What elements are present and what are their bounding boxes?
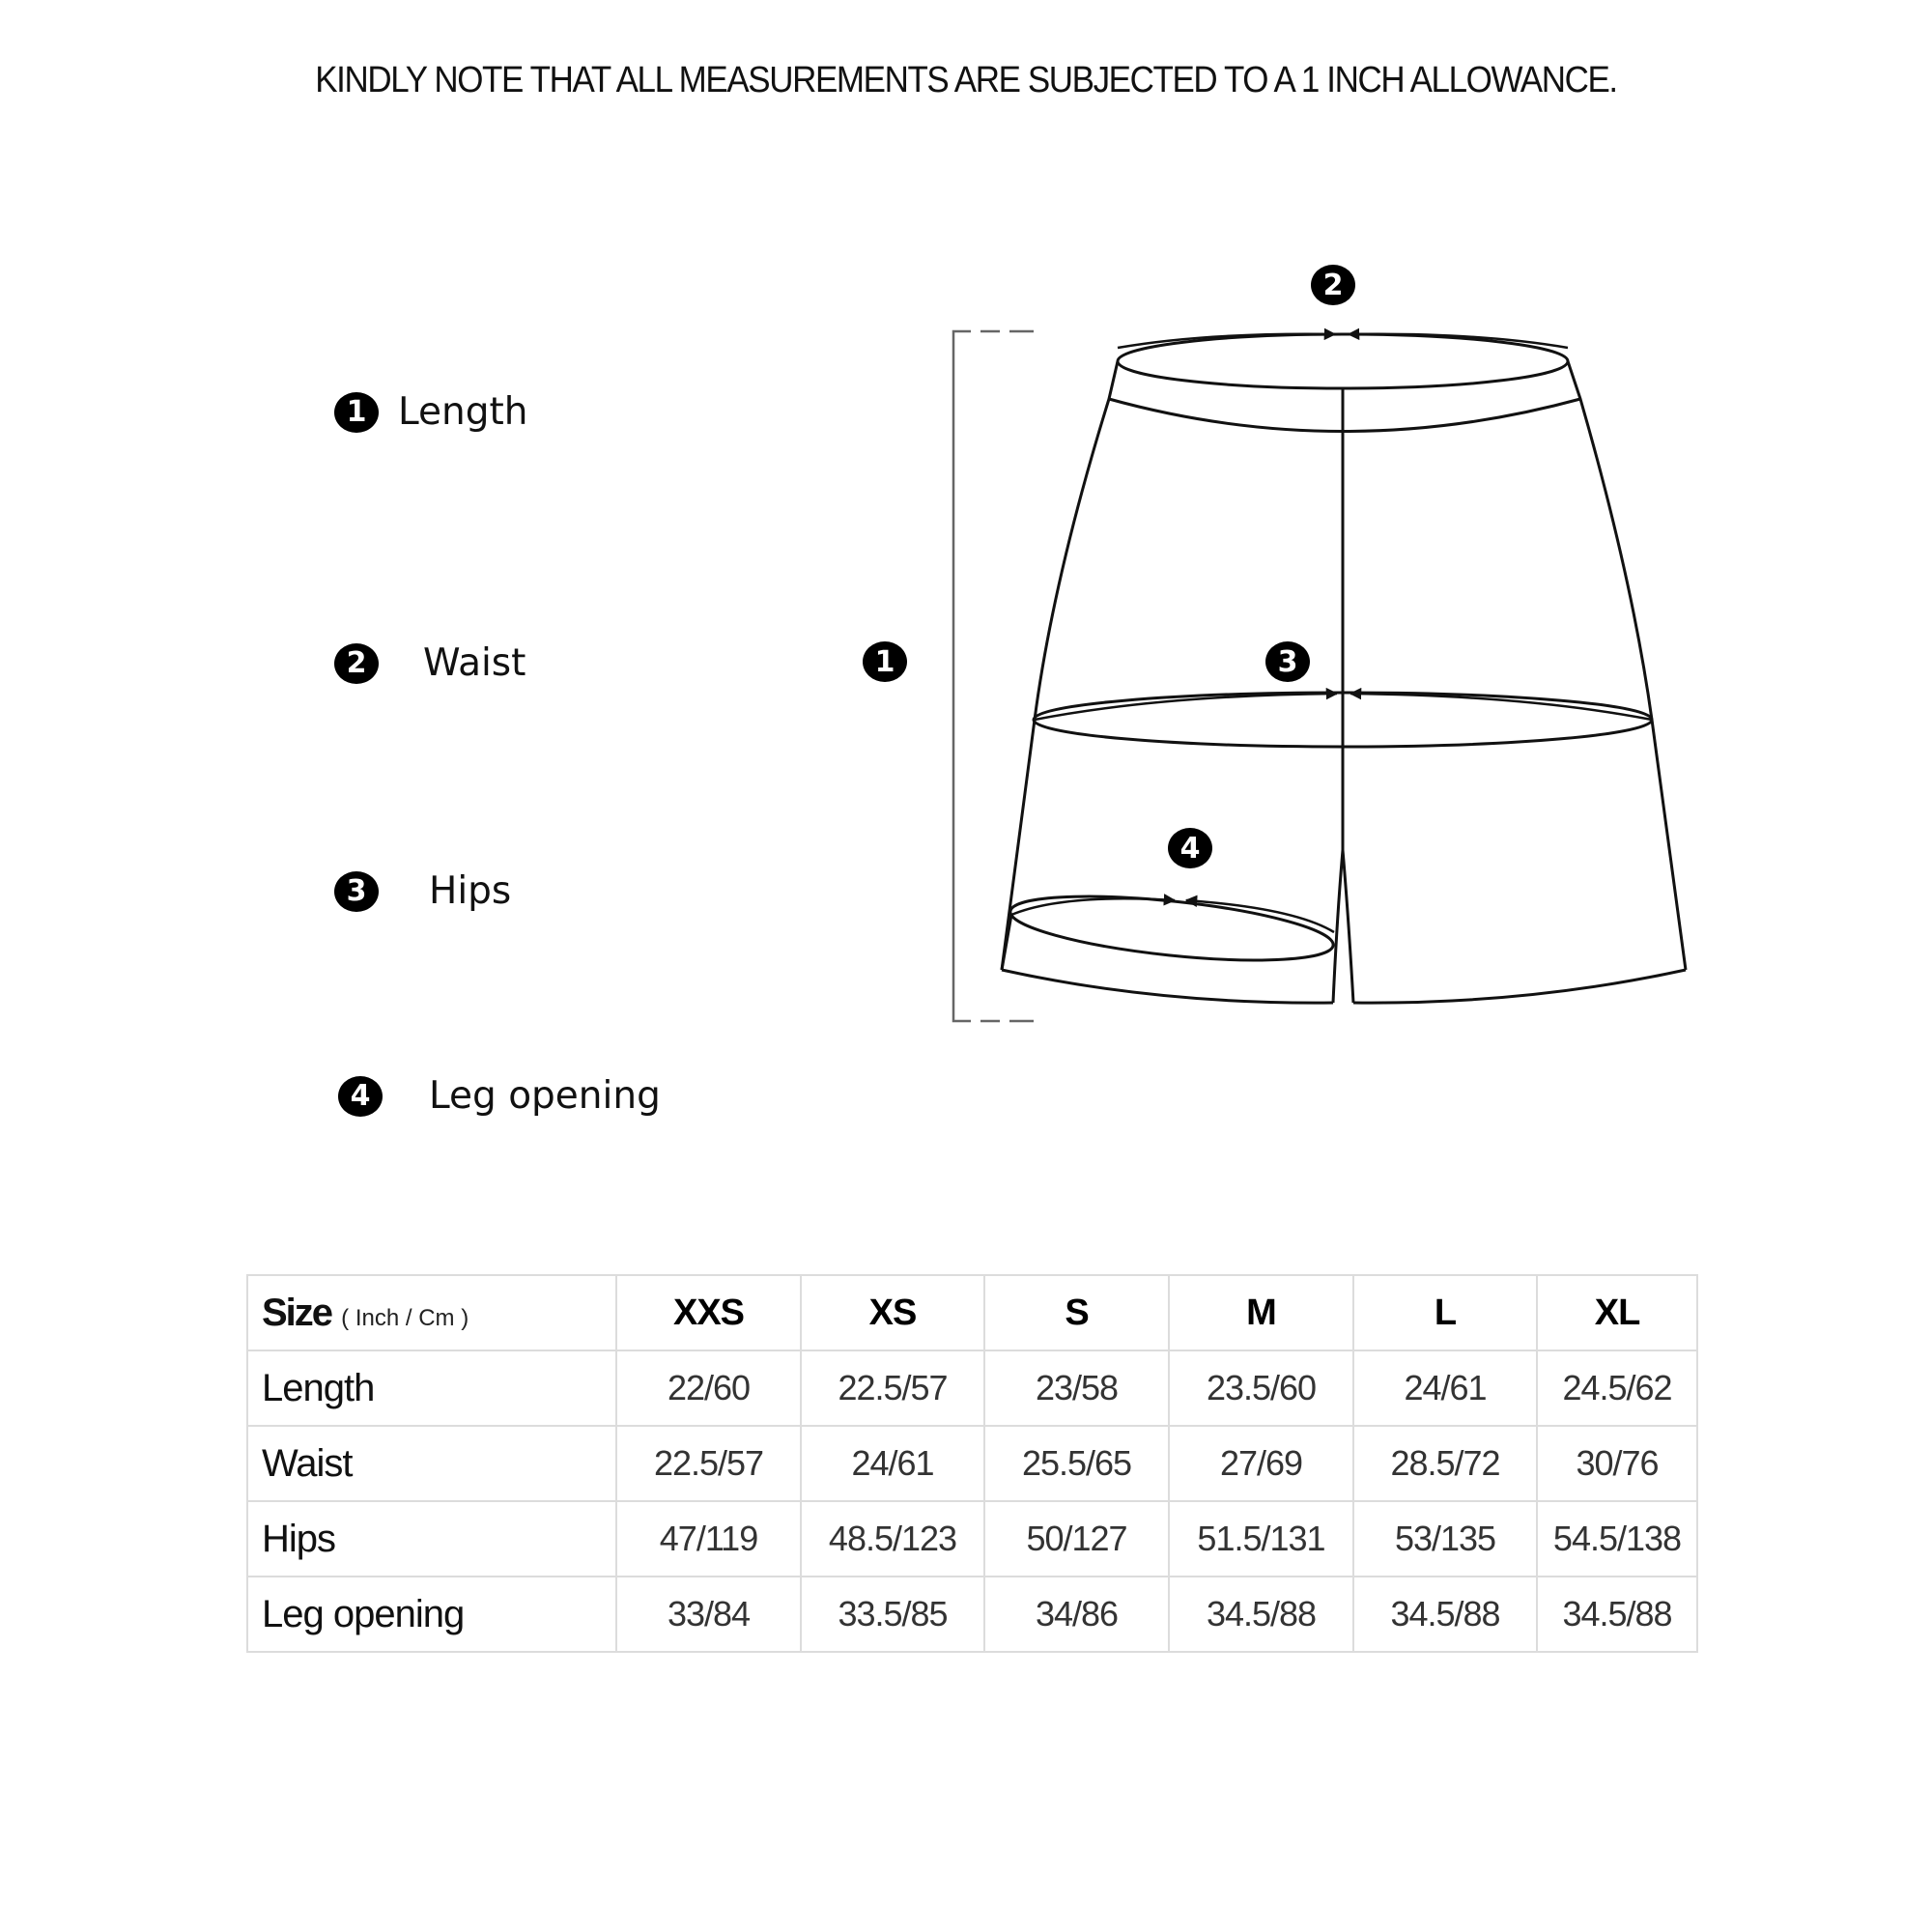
table-cell: 24/61 — [801, 1426, 984, 1501]
table-cell: 53/135 — [1353, 1501, 1537, 1577]
table-cell: 22/60 — [616, 1350, 801, 1426]
table-cell: 22.5/57 — [801, 1350, 984, 1426]
diagram-marker-3-icon: 3 — [1265, 641, 1310, 682]
size-label: Size — [262, 1291, 332, 1334]
right-inner-leg — [1343, 850, 1353, 1003]
table-cell: 24.5/62 — [1537, 1350, 1697, 1426]
table-cell: 27/69 — [1169, 1426, 1353, 1501]
legend-label: Leg opening — [429, 1074, 661, 1118]
table-cell: 33.5/85 — [801, 1577, 984, 1652]
table-cell: 54.5/138 — [1537, 1501, 1697, 1577]
shorts-outline — [1002, 334, 1686, 1003]
table-row-hips — [247, 1501, 1697, 1577]
legend-label: Hips — [429, 869, 512, 913]
size-chart-table — [246, 1274, 1698, 1653]
table-cell: 50/127 — [984, 1501, 1169, 1577]
size-header-s: S — [984, 1275, 1169, 1350]
length-bracket — [953, 331, 1034, 1021]
table-cell: 34.5/88 — [1537, 1577, 1697, 1652]
size-header-xl: XL — [1537, 1275, 1697, 1350]
table-cell: 23.5/60 — [1169, 1350, 1353, 1426]
size-header-xxs: XXS — [616, 1275, 801, 1350]
table-cell: 23/58 — [984, 1350, 1169, 1426]
marker-4-icon: 4 — [338, 1076, 383, 1117]
table-cell: 34/86 — [984, 1577, 1169, 1652]
bracket-dash-gaps — [971, 331, 1009, 1021]
diagram-marker-4-icon: 4 — [1168, 828, 1212, 868]
waist-arrow-left — [1118, 334, 1335, 348]
diagram-marker-1-icon: 1 — [863, 641, 907, 682]
legend-label: Length — [398, 390, 528, 434]
marker-1-icon: 1 — [334, 392, 379, 433]
table-cell: 34.5/88 — [1353, 1577, 1537, 1652]
left-side — [1002, 361, 1118, 970]
diagram-marker-2-icon: 2 — [1311, 265, 1355, 305]
size-header-m: M — [1169, 1275, 1353, 1350]
row-label: Length — [247, 1350, 616, 1426]
marker-2-icon: 2 — [334, 643, 379, 684]
row-label: Hips — [247, 1501, 616, 1577]
right-hem — [1353, 970, 1686, 1003]
table-cell: 28.5/72 — [1353, 1426, 1537, 1501]
row-label: Waist — [247, 1426, 616, 1501]
table-cell: 30/76 — [1537, 1426, 1697, 1501]
table-cell: 33/84 — [616, 1577, 801, 1652]
table-header-row — [247, 1275, 1697, 1350]
waist-ellipse — [1118, 334, 1568, 388]
right-side — [1568, 361, 1686, 970]
size-header-l: L — [1353, 1275, 1537, 1350]
size-header-xs: XS — [801, 1275, 984, 1350]
waistband-bottom — [1109, 399, 1580, 432]
table-cell: 24/61 — [1353, 1350, 1537, 1426]
size-corner-cell — [247, 1275, 616, 1350]
left-hem — [1002, 970, 1333, 1003]
table-cell: 48.5/123 — [801, 1501, 984, 1577]
leg-opening-ellipse — [1008, 885, 1336, 973]
left-inner-leg — [1333, 850, 1343, 1003]
table-cell: 47/119 — [616, 1501, 801, 1577]
measure-arrows — [1011, 334, 1652, 932]
table-cell: 51.5/131 — [1169, 1501, 1353, 1577]
table-cell: 25.5/65 — [984, 1426, 1169, 1501]
table-cell: 22.5/57 — [616, 1426, 801, 1501]
table-row-length — [247, 1350, 1697, 1426]
table-cell: 34.5/88 — [1169, 1577, 1353, 1652]
allowance-notice: KINDLY NOTE THAT ALL MEASUREMENTS ARE SUBJECTED TO A 1 INCH ALLOWANCE. — [315, 60, 1617, 100]
unit-label: ( Inch / Cm ) — [341, 1304, 469, 1331]
legend-label: Waist — [423, 641, 526, 685]
row-label: Leg opening — [247, 1577, 616, 1652]
table-row-leg-opening — [247, 1577, 1697, 1652]
marker-3-icon: 3 — [334, 871, 379, 912]
table-row-waist — [247, 1426, 1697, 1501]
